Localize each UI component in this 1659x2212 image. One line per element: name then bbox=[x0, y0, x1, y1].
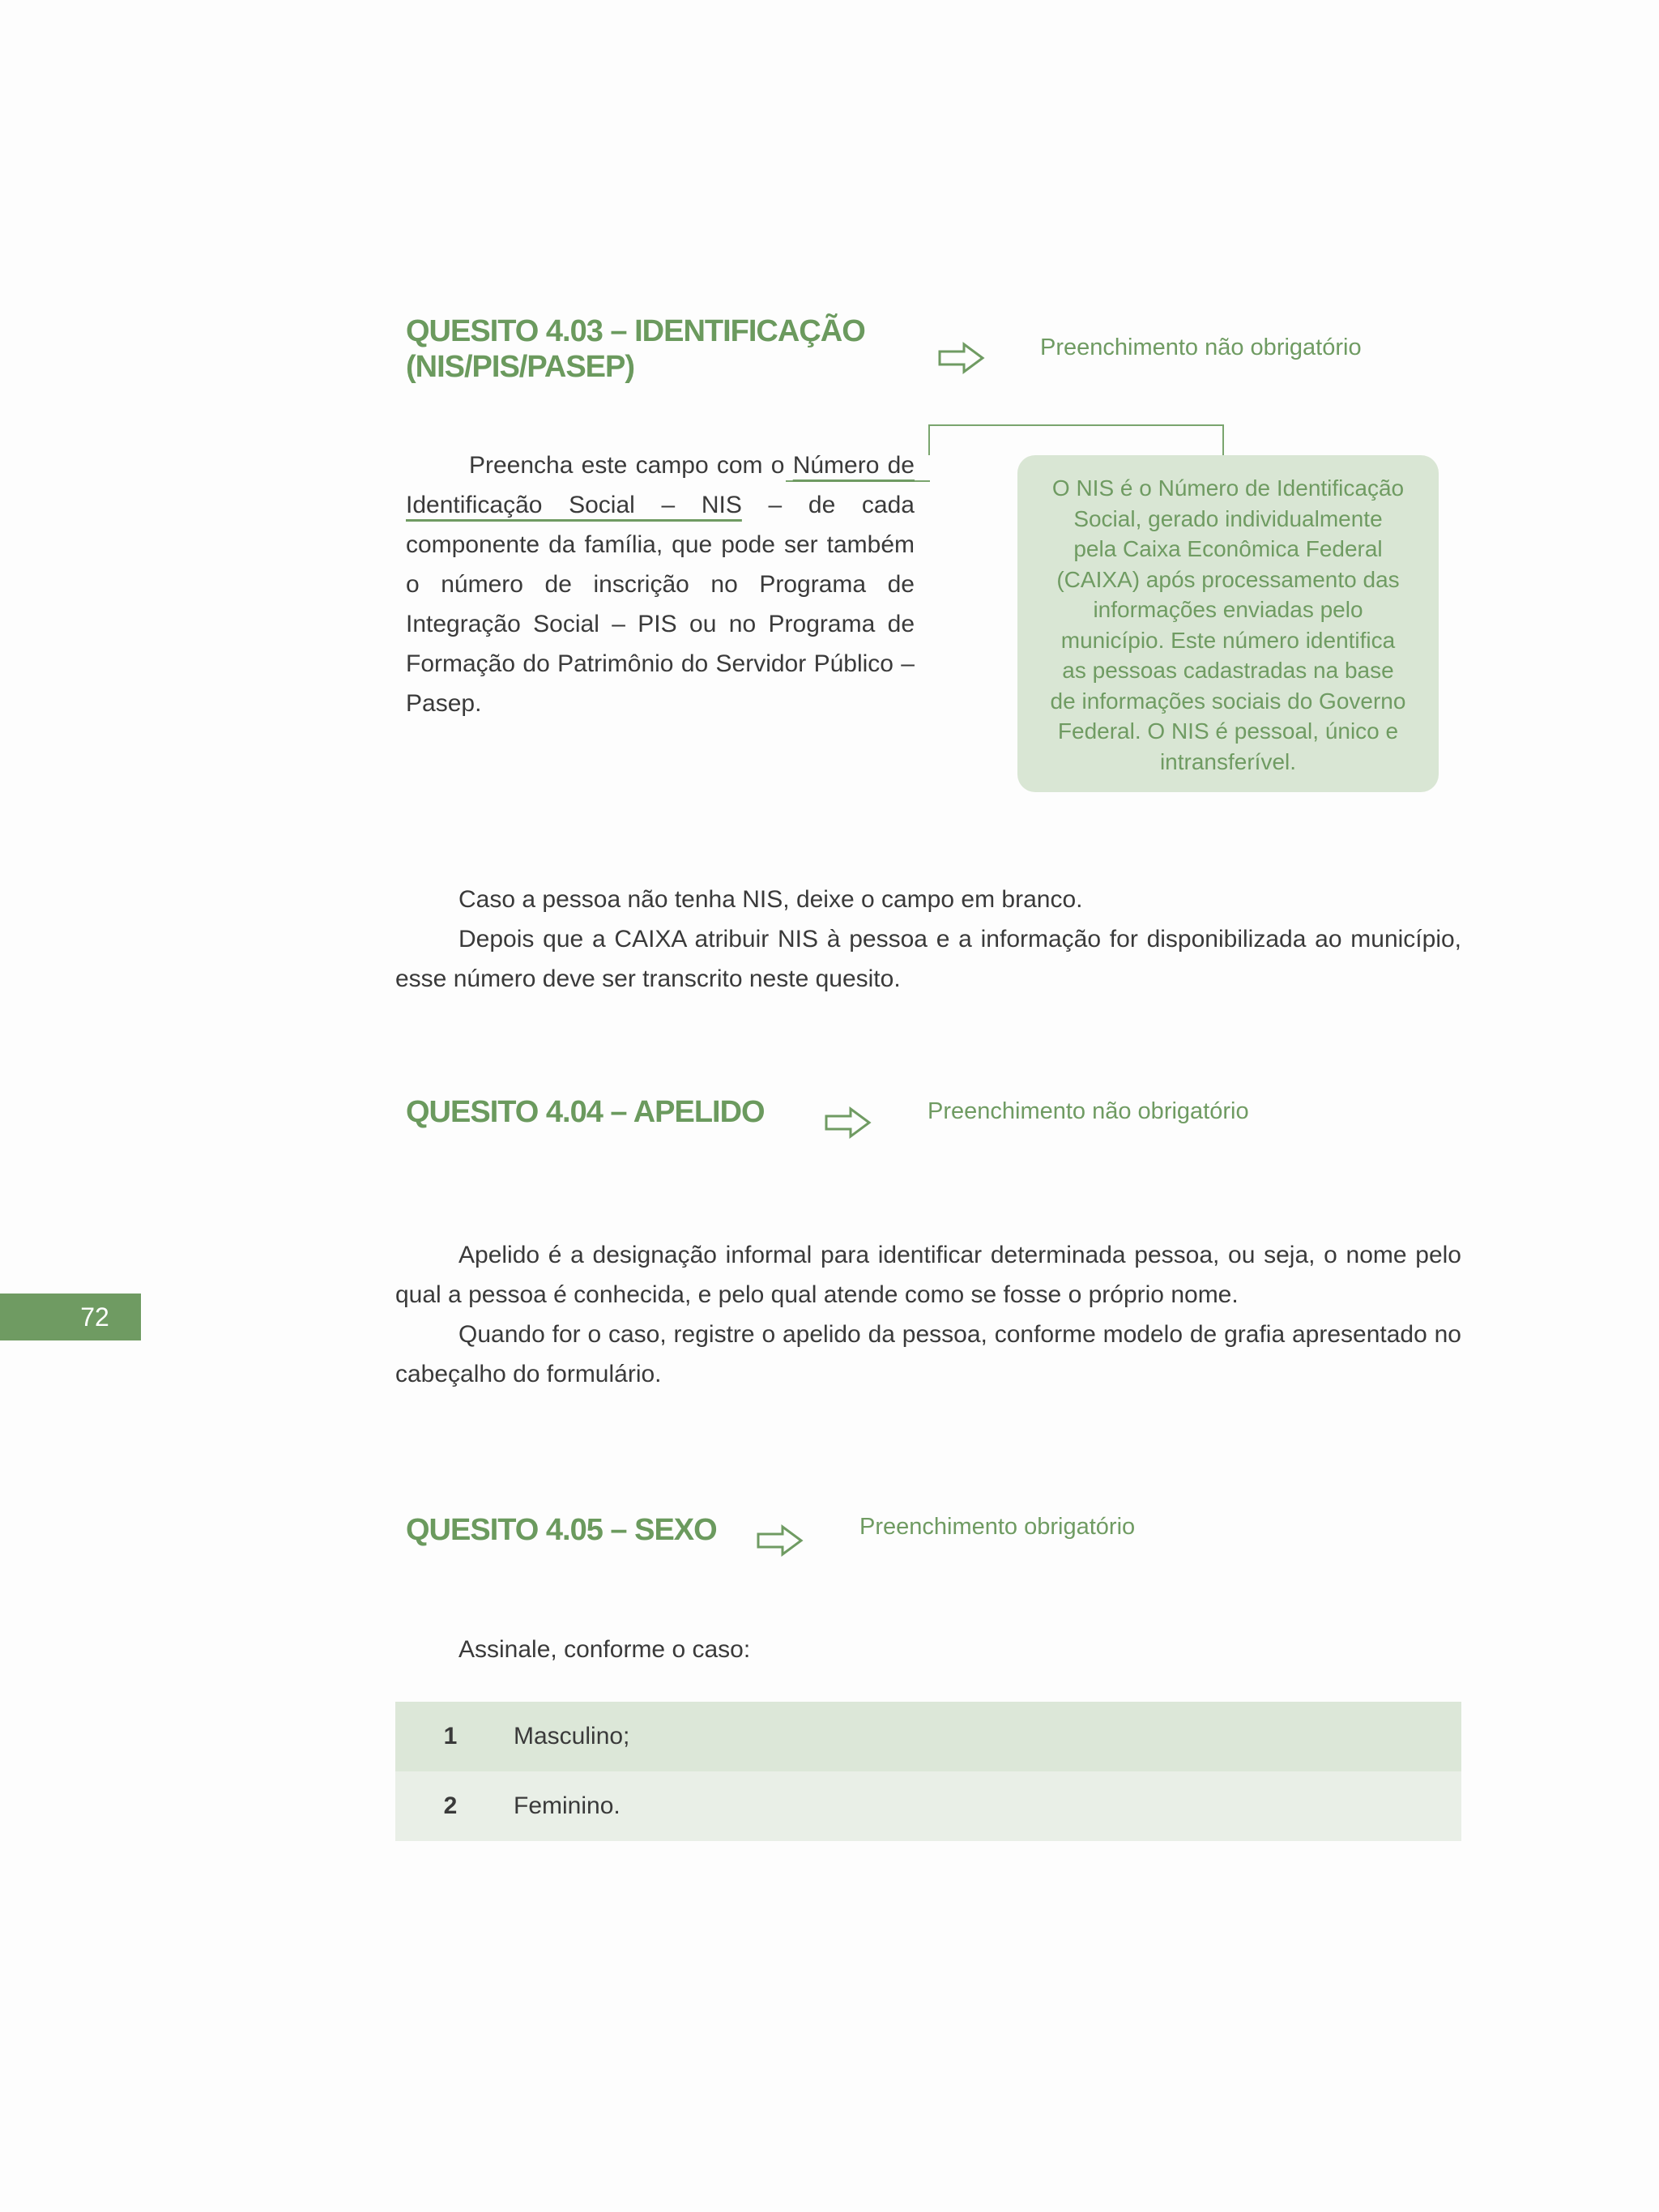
q403-badge: Preenchimento não obrigatório bbox=[1040, 335, 1362, 360]
option-label: Masculino; bbox=[514, 1723, 630, 1750]
q403-title bbox=[406, 313, 892, 385]
q403-body-term: Número de Identificação Social – NIS bbox=[406, 452, 915, 518]
q405-title: QUESITO 4.05 – SEXO bbox=[406, 1513, 717, 1547]
q403-body bbox=[406, 445, 915, 723]
sex-options-table bbox=[395, 1702, 1461, 1841]
option-code: 2 bbox=[443, 1792, 458, 1819]
option-code: 1 bbox=[443, 1723, 458, 1750]
arrow-right-icon bbox=[756, 1524, 804, 1557]
q404-para2: Quando for o caso, registre o apelido da pessoa, conforme modelo de grafia apresentado no cabeçalho do formulário. bbox=[395, 1321, 1461, 1387]
q403-body-paragraph bbox=[406, 445, 915, 723]
option-label: Feminino. bbox=[514, 1792, 621, 1819]
q404-paragraphs bbox=[395, 1235, 1461, 1394]
q405-intro bbox=[395, 1630, 1461, 1669]
page-number: 72 bbox=[0, 1294, 141, 1340]
q404-para1: Apelido é a designação informal para identificar determinada pessoa, ou seja, o nome pelo qual a pessoa é conhecida, e pelo qual atende como se fosse o próprio nome. bbox=[395, 1242, 1461, 1308]
table-row bbox=[395, 1771, 1461, 1841]
q403-paragraphs bbox=[395, 880, 1461, 999]
q405-intro-text: Assinale, conforme o caso: bbox=[458, 1636, 751, 1663]
q403-body-rest: – de cada componente da família, que pode ser também o número de inscrição no Programa de Integração Social – PIS ou no Programa de Formação do Patrimônio do Servidor Público – Pasep. bbox=[406, 492, 915, 717]
q404-title: QUESITO 4.04 – APELIDO bbox=[406, 1095, 765, 1129]
table-row bbox=[395, 1702, 1461, 1771]
q403-title-line1: QUESITO 4.03 – IDENTIFICAÇÃO bbox=[406, 314, 865, 348]
q403-para1: Caso a pessoa não tenha NIS, deixe o campo em branco. bbox=[458, 886, 1083, 913]
note-connector bbox=[928, 424, 1224, 455]
nis-info-note-text: O NIS é o Número de Identificação Social, gerado individualmente pela Caixa Econômica Federal (CAIXA) após processamento das informações enviadas pelo município. Este número identifica as pessoas cadastradas na base de informações sociais do Governo Federal. O NIS é pessoal, único e intransferível. bbox=[1050, 475, 1406, 774]
q404-badge: Preenchimento não obrigatório bbox=[928, 1098, 1249, 1124]
nis-info-note bbox=[1017, 455, 1439, 792]
q403-body-intro: Preencha este campo com o bbox=[469, 452, 793, 479]
q403-title-line2: (NIS/PIS/PASEP) bbox=[406, 350, 635, 384]
arrow-right-icon bbox=[824, 1106, 872, 1139]
q403-para2: Depois que a CAIXA atribuir NIS à pessoa e a informação for disponibilizada ao município, esse número deve ser transcrito neste quesito. bbox=[395, 926, 1461, 992]
arrow-right-icon bbox=[937, 342, 986, 374]
q405-badge: Preenchimento obrigatório bbox=[859, 1514, 1136, 1540]
